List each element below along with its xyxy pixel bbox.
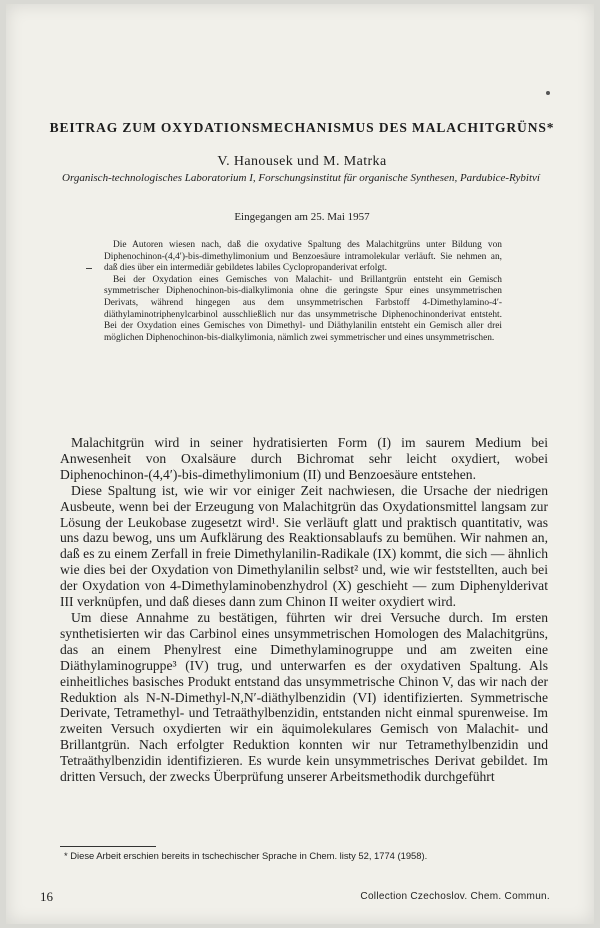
abstract-paragraph: Die Autoren wiesen nach, daß die oxydative Spaltung des Malachitgrüns unter Bildung von Diphenochinon-(4,4′)-bis-dimethylimonium und Benzoesäure intramolekular verläuft. Sie nehmen an, daß dies über ein intermediär gebildetes labiles Cyclopropanderivat erfolgt. <box>104 240 502 274</box>
margin-mark <box>86 268 92 269</box>
author-affiliation: Organisch-technologisches Laboratorium I, Forschungsinstitut für organische Synthesen, Pardubice-Rybitví <box>62 172 540 184</box>
page-number: 16 <box>40 889 53 904</box>
ink-speck <box>546 91 550 95</box>
article-title: BEITRAG ZUM OXYDATIONSMECHANISMUS DES MALACHITGRÜNS* <box>49 120 555 135</box>
abstract-paragraph: Bei der Oxydation eines Gemisches von Malachit- und Brillantgrün entsteht ein Gemisch symmetrischer Diphenochinon-bis-dialkylimonia ohne die geringste Spur eines unsymmetrischen Derivats, während hingegen aus dem unsymmetrischen Farbstoff 4-Dimethylamino-4′-diäthylaminotriphenylcarbinol ausschließlich nur das unsymmetrische Diphenochinonderivat entsteht. Bei der Oxydation eines Gemisches von Dimethyl- und Diäthylanilin entsteht ein Gemisch aller drei möglichen Diphenochinon-bis-dialkylimonia, nämlich zwei symmetrischer und eines unsymmetrischen. <box>104 274 502 343</box>
body-paragraph: Malachitgrün wird in seiner hydratisierten Form (I) im saurem Medium bei Anwesenheit von Oxalsäure durch Bichromat sehr leicht oxydiert, wobei Diphenochinon-(4,4′)-bis-dimethylimonium (II) und Benzoesäure entstehen. <box>60 435 548 482</box>
body-paragraph: Diese Spaltung ist, wie wir vor einiger Zeit nachwiesen, die Ursache der niedrigen Ausbeute, wenn bei der Erzeugung von Malachitgrün das Oxydationsmittel langsam zur Lösung der Leukobase zugesetzt wird¹. Sie verläuft glatt und praktisch quantitativ, was uns dazu bewog, uns um Aufklärung des Reaktionsablaufs zu bemühen. Wir nahmen an, daß es zu einem Zerfall in freie Dimethylanilin-Radikale (IX) kommt, die sich — ähnlich wie dies bei der Oxydation von Dimethylanilin selbst² und, wie wir feststellten, auch bei der Oxydation von 4-Dimethylaminobenzhydrol (X) geschieht — zum Diphenylderivat III verknüpfen, und daß dieses dann zum Chinon II weiter oxydiert wird. <box>60 482 548 610</box>
received-date: Eingegangen am 25. Mai 1957 <box>234 211 370 223</box>
body-paragraph: Um diese Annahme zu bestätigen, führten wir drei Versuche durch. Im ersten synthetisierten wir das Carbinol eines unsymmetrischen Homologen des Malachitgrüns, das an einem Phenylrest eine Dimethylaminogruppe und am zweiten eine Diäthylaminogruppe³ (IV) trug, und unterwarfen es der oxydativen Spaltung. Als einheitliches basisches Produkt entstand das unsymmetrische Chinon V, das wir nach der Reduktion als N-N-Dimethyl-N,N′-diäthylbenzidin (VI) identifizierten. Symmetrische Derivate, Tetramethyl- und Tetraäthylbenzidin, entstanden nicht einmal spurenweise. Im zweiten Versuch oxydierten wir ein äquimolekulares Gemisch von Malachit- und Brillantgrün. Nach erfolgter Reduktion konnten wir nur Tetramethylbenzidin und Tetraäthylbenzidin identifizieren. Es wurde kein unsymmetrisches Derivat gebildet. Im dritten Versuch, der zwecks Überprüfung unserer Arbeitsmethodik durchgeführt <box>60 609 548 785</box>
footnote-rule <box>60 846 156 847</box>
journal-name: Collection Czechoslov. Chem. Commun. <box>360 891 550 902</box>
abstract <box>104 240 502 344</box>
paper-page <box>6 4 594 924</box>
article-authors: V. Hanousek und M. Matrka <box>217 154 387 169</box>
body-text <box>60 435 548 785</box>
footnote: * Diese Arbeit erschien bereits in tschechischer Sprache in Chem. listy 52, 1774 (1958). <box>64 850 428 861</box>
